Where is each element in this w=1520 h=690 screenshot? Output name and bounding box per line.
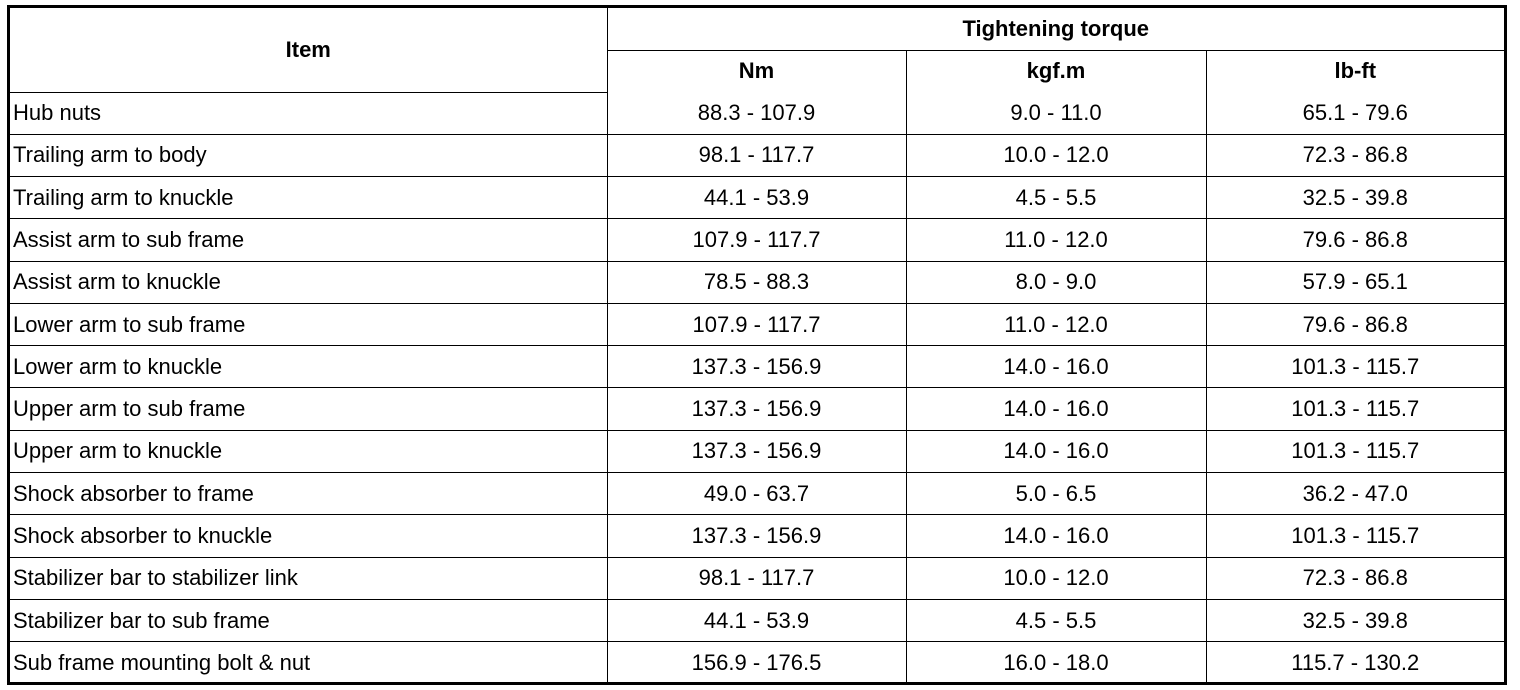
cell-item: Hub nuts xyxy=(10,92,607,134)
cell-lbft: 79.6 - 86.8 xyxy=(1206,303,1504,345)
table-row xyxy=(10,92,1504,134)
cell-nm: 137.3 - 156.9 xyxy=(607,430,906,472)
cell-nm: 137.3 - 156.9 xyxy=(607,515,906,557)
cell-item: Assist arm to knuckle xyxy=(10,261,607,303)
torque-specification-table xyxy=(10,8,1504,684)
header-unit-lbft: lb-ft xyxy=(1206,50,1504,92)
table-row xyxy=(10,642,1504,684)
table-row xyxy=(10,177,1504,219)
cell-item: Shock absorber to frame xyxy=(10,473,607,515)
table-row xyxy=(10,473,1504,515)
cell-kgfm: 16.0 - 18.0 xyxy=(906,642,1206,684)
header-unit-kgfm: kgf.m xyxy=(906,50,1206,92)
cell-nm: 156.9 - 176.5 xyxy=(607,642,906,684)
cell-nm: 137.3 - 156.9 xyxy=(607,346,906,388)
cell-kgfm: 9.0 - 11.0 xyxy=(906,92,1206,134)
cell-nm: 88.3 - 107.9 xyxy=(607,92,906,134)
cell-item: Shock absorber to knuckle xyxy=(10,515,607,557)
cell-item: Stabilizer bar to sub frame xyxy=(10,599,607,641)
table-row xyxy=(10,261,1504,303)
table-row xyxy=(10,134,1504,176)
cell-item: Trailing arm to knuckle xyxy=(10,177,607,219)
cell-nm: 98.1 - 117.7 xyxy=(607,557,906,599)
cell-item: Assist arm to sub frame xyxy=(10,219,607,261)
header-item: Item xyxy=(10,8,607,92)
cell-kgfm: 14.0 - 16.0 xyxy=(906,430,1206,472)
cell-nm: 137.3 - 156.9 xyxy=(607,388,906,430)
cell-kgfm: 10.0 - 12.0 xyxy=(906,557,1206,599)
cell-lbft: 32.5 - 39.8 xyxy=(1206,599,1504,641)
cell-lbft: 72.3 - 86.8 xyxy=(1206,134,1504,176)
cell-item: Sub frame mounting bolt & nut xyxy=(10,642,607,684)
table-row xyxy=(10,515,1504,557)
cell-item: Lower arm to sub frame xyxy=(10,303,607,345)
cell-item: Upper arm to knuckle xyxy=(10,430,607,472)
cell-item: Upper arm to sub frame xyxy=(10,388,607,430)
cell-item: Trailing arm to body xyxy=(10,134,607,176)
cell-nm: 49.0 - 63.7 xyxy=(607,473,906,515)
cell-kgfm: 11.0 - 12.0 xyxy=(906,303,1206,345)
cell-lbft: 57.9 - 65.1 xyxy=(1206,261,1504,303)
table-row xyxy=(10,346,1504,388)
header-unit-nm: Nm xyxy=(607,50,906,92)
table-row xyxy=(10,430,1504,472)
cell-nm: 44.1 - 53.9 xyxy=(607,177,906,219)
cell-kgfm: 11.0 - 12.0 xyxy=(906,219,1206,261)
cell-item: Lower arm to knuckle xyxy=(10,346,607,388)
cell-kgfm: 4.5 - 5.5 xyxy=(906,177,1206,219)
cell-lbft: 32.5 - 39.8 xyxy=(1206,177,1504,219)
torque-table-frame xyxy=(7,5,1507,685)
cell-lbft: 79.6 - 86.8 xyxy=(1206,219,1504,261)
cell-nm: 107.9 - 117.7 xyxy=(607,219,906,261)
cell-kgfm: 10.0 - 12.0 xyxy=(906,134,1206,176)
cell-nm: 78.5 - 88.3 xyxy=(607,261,906,303)
table-header-row xyxy=(10,8,1504,50)
cell-lbft: 101.3 - 115.7 xyxy=(1206,346,1504,388)
table-row xyxy=(10,599,1504,641)
cell-lbft: 65.1 - 79.6 xyxy=(1206,92,1504,134)
cell-nm: 98.1 - 117.7 xyxy=(607,134,906,176)
cell-kgfm: 4.5 - 5.5 xyxy=(906,599,1206,641)
cell-lbft: 72.3 - 86.8 xyxy=(1206,557,1504,599)
cell-lbft: 36.2 - 47.0 xyxy=(1206,473,1504,515)
table-body xyxy=(10,92,1504,684)
cell-kgfm: 5.0 - 6.5 xyxy=(906,473,1206,515)
cell-nm: 44.1 - 53.9 xyxy=(607,599,906,641)
cell-kgfm: 8.0 - 9.0 xyxy=(906,261,1206,303)
cell-kgfm: 14.0 - 16.0 xyxy=(906,515,1206,557)
table-row xyxy=(10,303,1504,345)
cell-lbft: 101.3 - 115.7 xyxy=(1206,388,1504,430)
cell-item: Stabilizer bar to stabilizer link xyxy=(10,557,607,599)
cell-lbft: 115.7 - 130.2 xyxy=(1206,642,1504,684)
table-row xyxy=(10,557,1504,599)
cell-lbft: 101.3 - 115.7 xyxy=(1206,515,1504,557)
cell-kgfm: 14.0 - 16.0 xyxy=(906,346,1206,388)
cell-kgfm: 14.0 - 16.0 xyxy=(906,388,1206,430)
header-tightening-torque: Tightening torque xyxy=(607,8,1504,50)
table-row xyxy=(10,219,1504,261)
cell-nm: 107.9 - 117.7 xyxy=(607,303,906,345)
table-row xyxy=(10,388,1504,430)
cell-lbft: 101.3 - 115.7 xyxy=(1206,430,1504,472)
